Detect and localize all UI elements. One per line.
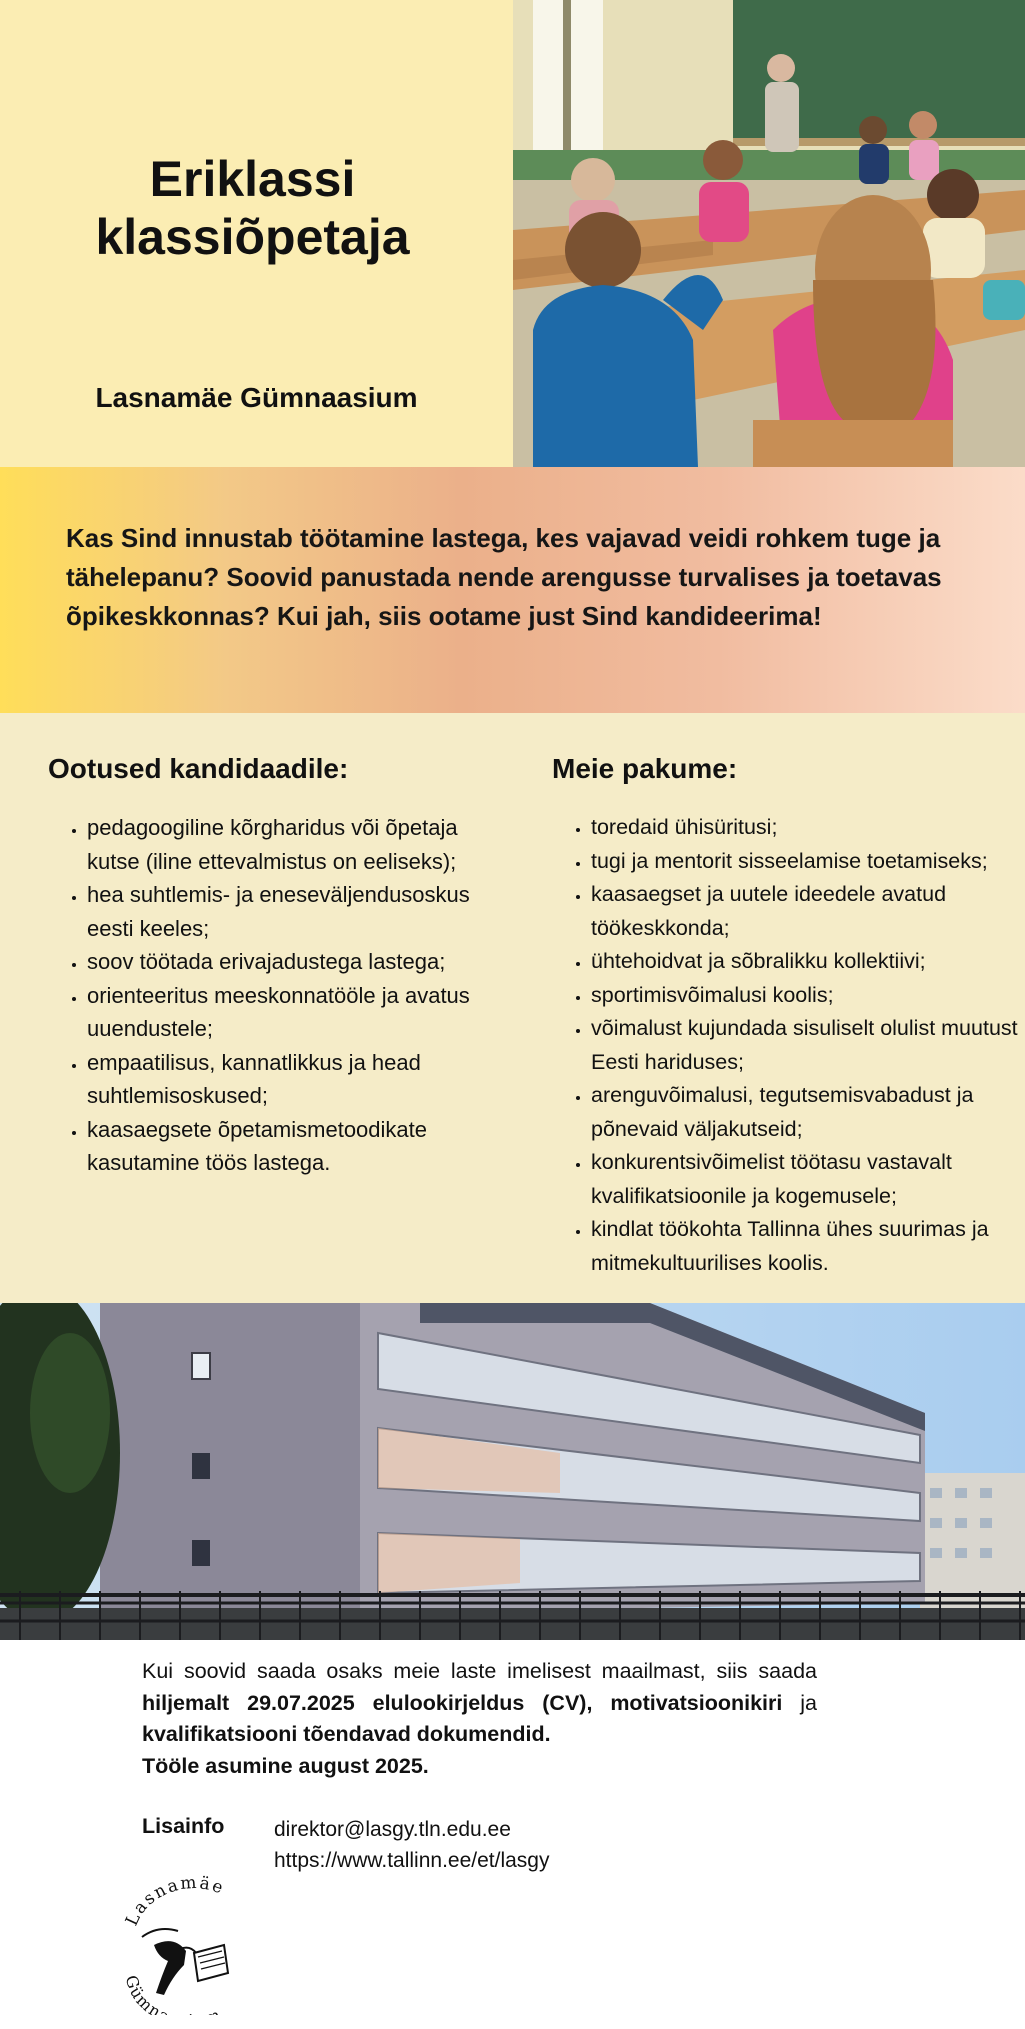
hero-title-panel: [0, 0, 513, 467]
logo-bottom-text: ümn: [125, 1983, 166, 2015]
footer-section: [0, 1640, 1025, 2029]
school-building-photo: [0, 1303, 1025, 1640]
classroom-illustration: [513, 0, 1025, 467]
contact-info: [274, 1814, 549, 1876]
offer-item: • kindlat töökohta Tallinna ühes suurimas ja mitmekultuurilises koolis.: [591, 1213, 1022, 1280]
apply-qualification-docs: kvalifikatsiooni tõendavad dokumendid.: [142, 1722, 551, 1746]
title-line-2: klassiõpetaja: [95, 209, 410, 265]
offer-item: • toredaid ühisüritusi;: [591, 811, 1022, 845]
apply-deadline-docs: hiljemalt 29.07.2025 elulookirjeldus (CV), motivatsioonikiri: [142, 1690, 783, 1715]
contact-website[interactable]: https://www.tallinn.ee/et/lasgy: [274, 1849, 550, 1872]
requirements-item: • hea suhtlemis- ja eneseväljendusoskus eesti keeles;: [87, 878, 488, 945]
building-illustration: [0, 1303, 1025, 1640]
details-section: [0, 713, 1025, 1303]
info-label: Lisainfo: [142, 1814, 225, 1838]
requirements-item: • pedagoogiline kõrgharidus või õpetaja kutse (iline ettevalmistus on eeliseks);: [87, 811, 488, 878]
requirements-item: • orienteeritus meeskonnatööle ja avatus uuendustele;: [87, 979, 488, 1046]
logo-top-text: Lasnamäe: [124, 1872, 228, 1929]
offer-heading: Meie pakume:: [552, 753, 738, 784]
svg-text:Lasnamäe: [124, 1873, 227, 1929]
title-line-1: Eriklassi: [149, 151, 356, 207]
offer-list: [552, 811, 1022, 1280]
offer-item: • tugi ja mentorit sisseelamise toetamiseks;: [591, 845, 1022, 879]
requirements-list: [48, 811, 488, 1180]
requirements-heading: Ootused kandidaadile:: [48, 753, 349, 784]
requirements-item: • empaatilisus, kannatlikkus ja head suhtlemisoskused;: [87, 1046, 488, 1113]
application-text: [142, 1656, 817, 1782]
requirements-item: • kaasaegsete õpetamismetoodikate kasutamine töös lastega.: [87, 1113, 488, 1180]
offer-item: • arenguvõimalusi, tegutsemisvabadust ja põnevaid väljakutseid;: [591, 1079, 1022, 1146]
contact-email[interactable]: direktor@lasgy.tln.edu.ee: [274, 1818, 511, 1841]
classroom-photo: [513, 0, 1025, 467]
school-name: Lasnamäe Gümnaasium: [95, 382, 418, 413]
hero-section: [0, 0, 1025, 467]
apply-intro: Kui soovid saada osaks meie laste imelisest maailmast, siis saada: [142, 1659, 817, 1683]
svg-text:Gümnaasium: [124, 1973, 224, 2015]
offer-item: • ühtehoidvat ja sõbralikku kollektiivi;: [591, 945, 1022, 979]
offer-item: • konkurentsivõimelist töötasu vastavalt kvalifikatsioonile ja kogemusele;: [591, 1146, 1022, 1213]
intro-text: Kas Sind innustab töötamine lastega, kes vajavad veidi rohkem tuge ja tähelepanu? Soovid panustada nende arengusse turvalises ja toetavas õpikeskkonnas? Kui jah, siis ootame just Sind kandideerima!: [66, 523, 942, 631]
requirements-item: • soov töötada erivajadustega lastega;: [87, 945, 488, 979]
start-date: Tööle asumine august 2025.: [142, 1753, 429, 1778]
offer-item: • sportimisvõimalusi koolis;: [591, 979, 1022, 1013]
intro-band: [0, 467, 1025, 713]
school-logo: [124, 1865, 254, 2015]
offer-item: • võimalust kujundada sisuliselt olulist muutust Eesti hariduses;: [591, 1012, 1022, 1079]
apply-and: ja: [800, 1690, 817, 1715]
offer-item: • kaasaegset ja uutele ideedele avatud töökeskkonda;: [591, 878, 1022, 945]
school-logo-emblem: [124, 1865, 254, 2015]
page-title: [0, 150, 505, 266]
